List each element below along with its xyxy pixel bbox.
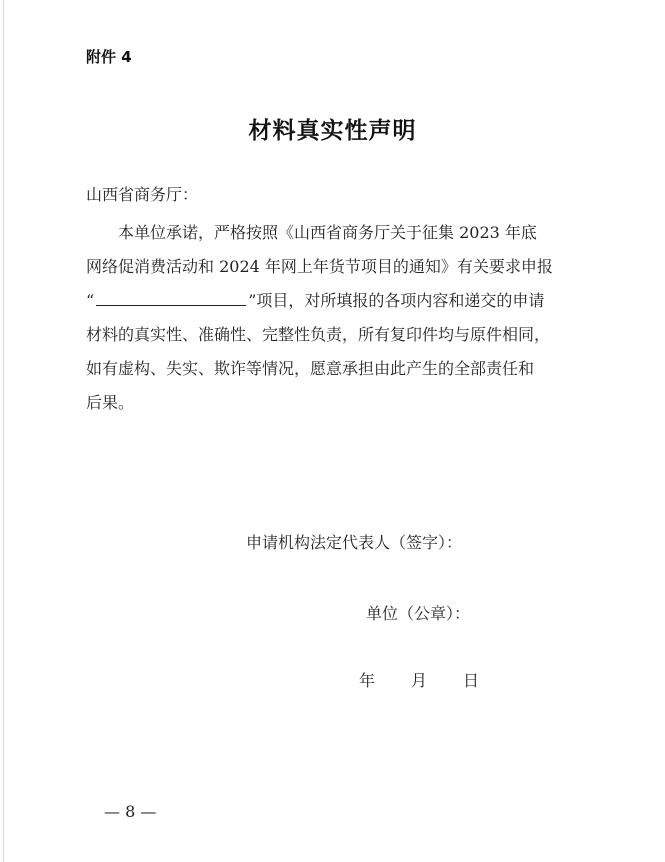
document-title: 材料真实性声明: [248, 117, 417, 144]
date-month-label: 月: [411, 671, 428, 690]
paragraph-line: 材料的真实性、准确性、完整性负责，所有复印件均与原件相同，: [86, 325, 551, 344]
open-quote: “: [86, 291, 95, 310]
paragraph-line: 本单位承诺，严格按照《山西省商务厅关于征集 2023 年底: [118, 223, 537, 242]
paragraph-line: 网络促消费活动和 2024 年网上年货节项目的通知》有关要求申报: [86, 257, 553, 276]
project-name-blank[interactable]: [96, 291, 246, 306]
paragraph-text: ”项目，对所填报的各项内容和递交的申请: [248, 291, 545, 310]
attachment-label: 附件 4: [86, 48, 132, 66]
paragraph-line: 后果。: [86, 393, 135, 412]
unit-seal-label: 单位（公章）：: [366, 604, 471, 623]
page-number: — 8 —: [104, 802, 157, 821]
representative-signature-label: 申请机构法定代表人（签字）：: [246, 533, 463, 552]
date-day-label: 日: [463, 671, 480, 690]
paragraph-line: 如有虚构、失实、欺诈等情况，愿意承担由此产生的全部责任和: [86, 359, 535, 378]
date-year-label: 年: [359, 671, 376, 690]
paragraph-line-with-blank: [86, 284, 582, 318]
declaration-paragraph: [86, 216, 582, 420]
salutation: 山西省商务厅：: [86, 185, 199, 204]
